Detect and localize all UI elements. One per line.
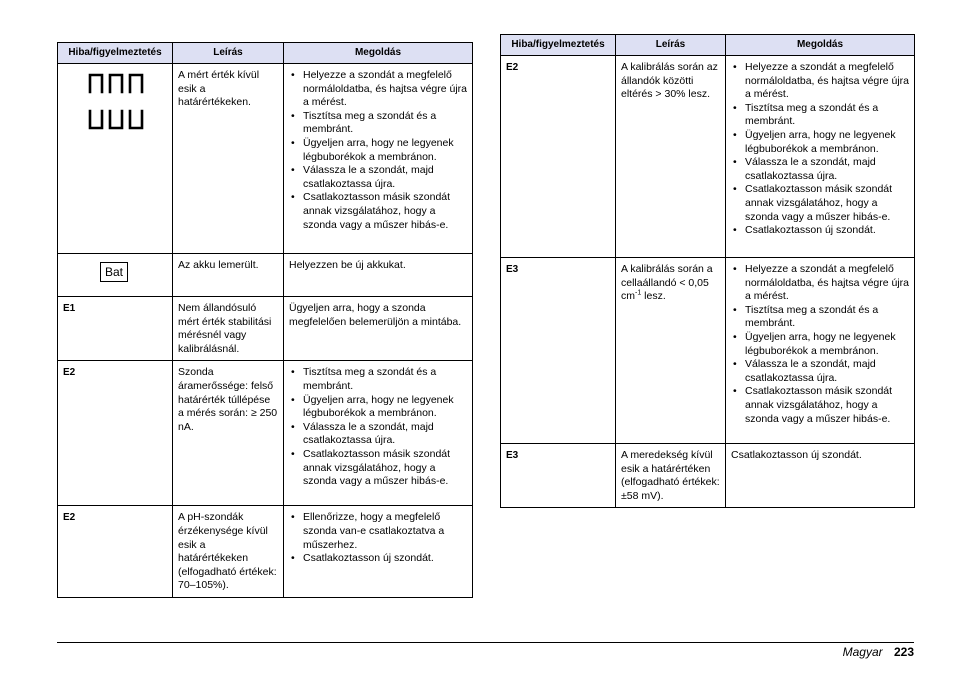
table-row [501, 258, 915, 444]
solution-list [731, 263, 909, 426]
solution-cell [284, 361, 473, 506]
header-description: Leírás [173, 43, 284, 64]
solution-item: • Csatlakoztasson másik szondát annak vizsgálatához, hogy a szonda vagy a műszer hibás-e. [303, 448, 467, 489]
solution-item: • Ügyeljen arra, hogy ne legyenek légbuborékok a membránon. [745, 129, 909, 156]
header-code: Hiba/figyelmeztetés [58, 43, 173, 64]
solution-item: • Válassza le a szondát, majd csatlakoztassa újra. [303, 164, 467, 191]
error-code: E3 [501, 258, 616, 444]
table-row [58, 506, 473, 598]
solution-list [731, 61, 909, 238]
table-row [58, 361, 473, 506]
solution-cell: Csatlakoztasson új szondát. [726, 444, 915, 508]
table-row [58, 254, 473, 297]
left-table [57, 42, 473, 598]
solution-item: • Tisztítsa meg a szondát és a membránt. [303, 110, 467, 137]
solution-cell [726, 258, 915, 444]
solution-item: • Ellenőrizze, hogy a megfelelő szonda van-e csatlakoztatva a műszerhez. [303, 511, 467, 552]
header-solution: Megoldás [284, 43, 473, 64]
solution-item: • Tisztítsa meg a szondát és a membránt. [303, 366, 467, 393]
error-code: E1 [58, 297, 173, 361]
solution-item: • Válassza le a szondát, majd csatlakoztassa újra. [303, 421, 467, 448]
description-text: A kalibrálás során a cellaállandó < 0,05 cm [621, 263, 713, 303]
header-row [501, 35, 915, 56]
page-footer [843, 645, 914, 659]
description-cell [616, 258, 726, 444]
error-code: E2 [58, 506, 173, 598]
solution-item: • Ügyeljen arra, hogy ne legyenek légbuborékok a membránon. [303, 394, 467, 421]
solution-cell [726, 56, 915, 258]
footer-language: Magyar [842, 645, 883, 659]
footer-divider [57, 642, 914, 643]
solution-item: • Csatlakoztasson másik szondát annak vizsgálatához, hogy a szonda vagy a műszer hibás-e. [745, 385, 909, 426]
table-row [58, 297, 473, 361]
unit-exponent: -1 [635, 289, 642, 297]
solution-cell: Helyezzen be új akkukat. [284, 254, 473, 297]
right-table [500, 34, 915, 508]
solution-item: • Helyezze a szondát a megfelelő normáloldatba, és hajtsa végre újra a mérést. [303, 69, 467, 110]
solution-item: • Ügyeljen arra, hogy ne legyenek légbuborékok a membránon. [303, 137, 467, 164]
solution-list [289, 69, 467, 232]
solution-item: • Helyezze a szondát a megfelelő normáloldatba, és hajtsa végre újra a mérést. [745, 263, 909, 304]
description-cell: A pH-szondák érzékenysége kívül esik a határértékeken (elfogadható értékek: 70–105%). [173, 506, 284, 598]
display-over-under-cell [58, 64, 173, 254]
battery-code-cell [58, 254, 173, 297]
page-number: 223 [893, 645, 914, 659]
description-cell: A kalibrálás során az állandók közötti eltérés > 30% lesz. [616, 56, 726, 258]
solution-cell [284, 506, 473, 598]
table-row [58, 64, 473, 254]
header-code: Hiba/figyelmeztetés [501, 35, 616, 56]
description-cell: A meredekség kívül esik a határértéken (elfogadható értékek: ±58 mV). [616, 444, 726, 508]
description-text-end: lesz. [641, 290, 666, 303]
solution-item: • Tisztítsa meg a szondát és a membránt. [745, 304, 909, 331]
error-code: E3 [501, 444, 616, 508]
header-description: Leírás [616, 35, 726, 56]
battery-indicator: Bat [100, 262, 128, 282]
solution-item: • Csatlakoztasson másik szondát annak vizsgálatához, hogy a szonda vagy a műszer hibás-e. [745, 183, 909, 224]
solution-item: • Ügyeljen arra, hogy ne legyenek légbuborékok a membránon. [745, 331, 909, 358]
solution-item: • Tisztítsa meg a szondát és a membránt. [745, 102, 909, 129]
solution-item: • Válassza le a szondát, majd csatlakoztassa újra. [745, 358, 909, 385]
description-cell: Nem állandósuló mért érték stabilitási mérésnél vagy kalibrálásnál. [173, 297, 284, 361]
solution-item: • Csatlakoztasson új szondát. [745, 224, 909, 238]
header-row [58, 43, 473, 64]
header-solution: Megoldás [726, 35, 915, 56]
solution-cell: Ügyeljen arra, hogy a szonda megfelelően belemerüljön a mintába. [284, 297, 473, 361]
solution-item: • Válassza le a szondát, majd csatlakoztassa újra. [745, 156, 909, 183]
solution-list [289, 366, 467, 488]
solution-item: • Helyezze a szondát a megfelelő normáloldatba, és hajtsa végre újra a mérést. [745, 61, 909, 102]
solution-cell [284, 64, 473, 254]
description-cell: A mért érték kívül esik a határértékeken. [173, 64, 284, 254]
error-code: E2 [501, 56, 616, 258]
solution-item: • Csatlakoztasson másik szondát annak vizsgálatához, hogy a szonda vagy a műszer hibás-e. [303, 191, 467, 232]
description-cell: Szonda áramerőssége: felső határérték túllépése a mérés során: ≥ 250 nA. [173, 361, 284, 506]
description-cell: Az akku lemerült. [173, 254, 284, 297]
solution-list [289, 511, 467, 565]
over-range-display-icon [86, 68, 146, 98]
solution-item: • Csatlakoztasson új szondát. [303, 552, 467, 566]
table-row [501, 56, 915, 258]
table-row [501, 444, 915, 508]
under-range-display-icon [86, 106, 146, 136]
error-code: E2 [58, 361, 173, 506]
